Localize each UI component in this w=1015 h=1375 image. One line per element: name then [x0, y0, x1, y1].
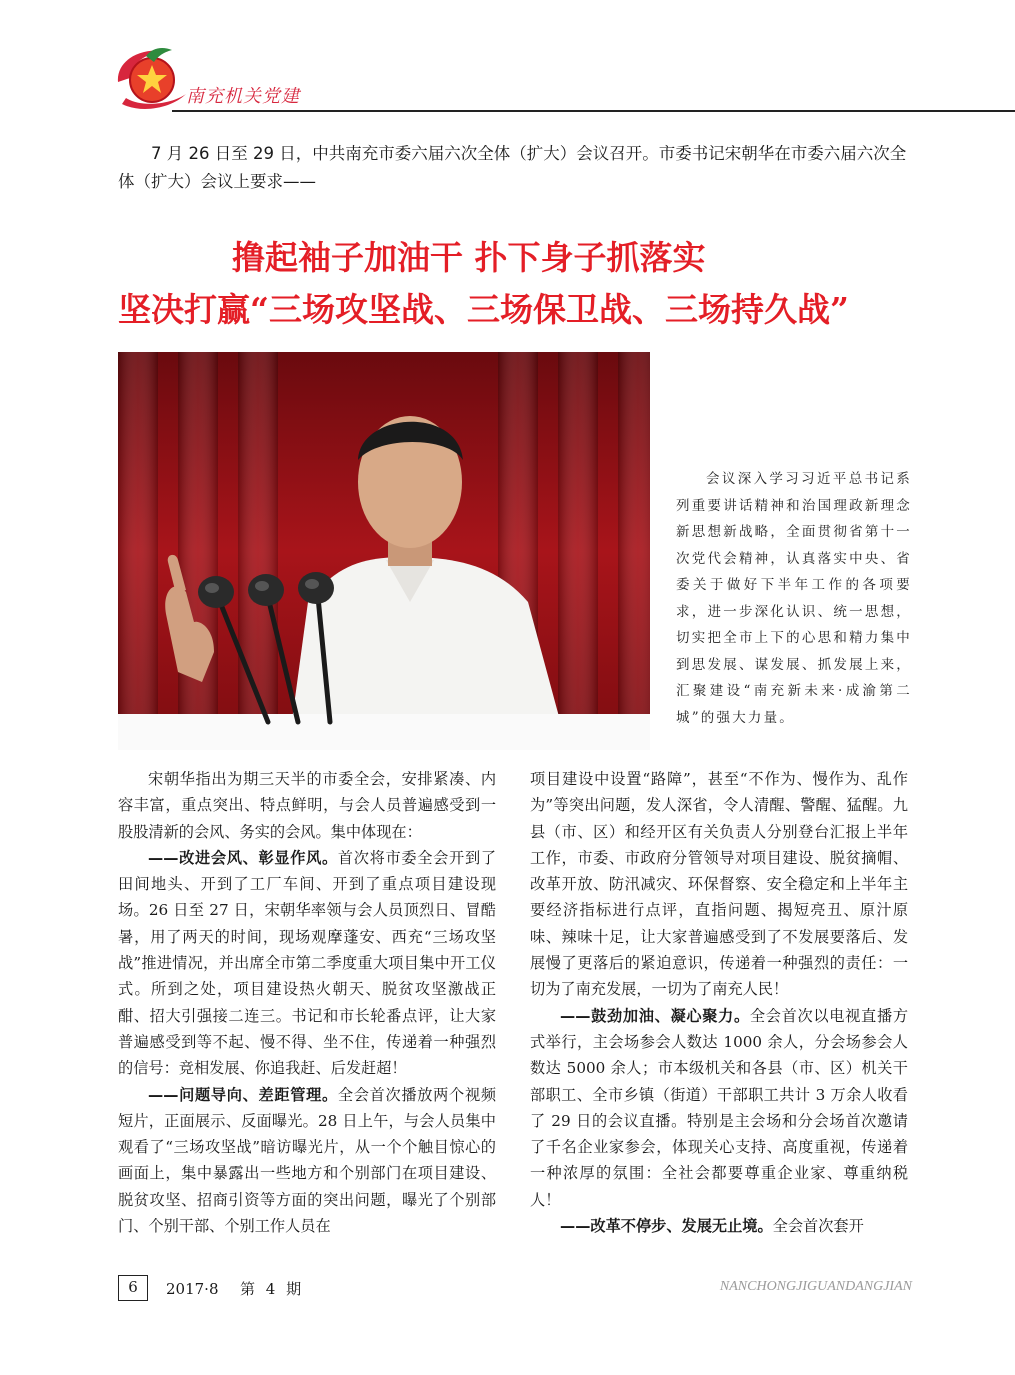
header-title: 南充机关党建: [186, 86, 300, 107]
section-lead: ——问题导向、差距管理。: [148, 1085, 338, 1104]
section-lead: ——鼓劲加油、凝心聚力。: [560, 1006, 750, 1025]
body-paragraph: [118, 845, 496, 1082]
headline-line-1: 撸起袖子加油干 扑下身子抓落实: [232, 238, 706, 277]
body-column-left: [118, 766, 496, 1239]
body-paragraph: [530, 1213, 908, 1239]
section-text: 全会首次以电视直播方式举行，主会场参会人数达 1000 余人，分会场参会人数达 5000 余人；市本级机关和各县（市、区）机关干部职工、全市乡镇（街道）干部职工共计 3 万余人收看了 29 日的会议直播。特别是主会场和分会场首次邀请了千名企业家参会，体现关心支持、高度重视，传递着一种浓厚的氛围：全社会都要尊重企业家、尊重纳税人！: [530, 1006, 909, 1209]
speaker-photo: [118, 352, 650, 750]
section-text: 首次将市委全会开到了田间地头、开到了工厂车间、开到了重点项目建设现场。26 日至 27 日，宋朝华率领与会人员顶烈日、冒酷暑，用了两天的时间，现场观摩蓬安、西充“三场攻坚战”推进情况，并出席全市第二季度重大项目集中开工仪式。所到之处，项目建设热火朝天、脱贫攻坚激战正酣、招大引强接二连三。书记和市长轮番点评，让大家普遍感受到等不起、慢不得、坐不住，传递着一种强烈的信号：竞相发展、你追我赶、后发赶超！: [118, 848, 497, 1078]
header-rule: [172, 110, 1015, 112]
body-paragraph: [118, 1082, 496, 1240]
publication-name: NANCHONGJIGUANDANGJIAN: [719, 1279, 912, 1294]
section-text: 全会首次播放两个视频短片，正面展示、反面曝光。28 日上午，与会人员集中观看了“三场攻坚战”暗访曝光片，从一个个触目惊心的画面上，集中暴露出一些地方和个别部门在项目建设、脱贫攻坚、招商引资等方面的突出问题，曝光了个别部门、个别干部、个别工作人员在: [118, 1085, 497, 1236]
section-lead: ——改革不停步、发展无止境。: [560, 1217, 773, 1236]
page-number: 6: [118, 1275, 148, 1301]
star-fruit-logo-icon: [112, 42, 192, 114]
section-lead: ——改进会风、彰显作风。: [148, 848, 338, 867]
body-paragraph: [530, 1003, 908, 1213]
body-paragraph: 宋朝华指出为期三天半的市委全会，安排紧凑、内容丰富，重点突出、特点鲜明，与会人员普遍感受到一股股清新的会风、务实的会风。集中体现在：: [118, 770, 496, 841]
headline-line-2: 坚决打赢“三场攻坚战、三场保卫战、三场持久战”: [118, 290, 849, 329]
intro-paragraph: 7 月 26 日至 29 日，中共南充市委六届六次全体（扩大）会议召开。市委书记宋朝华在市委六届六次全体（扩大）会议上要求——: [118, 144, 907, 191]
body-paragraph-continued: 项目建设中设置“路障”，甚至“不作为、慢作为、乱作为”等突出问题，发人深省，令人清醒、警醒、猛醒。九县（市、区）和经开区有关负责人分别登台汇报上半年工作，市委、市政府分管领导对项目建设、脱贫摘帽、改革开放、防汛减灾、环保督察、安全稳定和上半年主要经济指标进行点评，直指问题、揭短亮丑、原汁原味、辣味十足，让大家普遍感受到了不发展要落后、发展慢了更落后的紧迫意识，传递着一种强烈的责任：一切为了南充发展，一切为了南充人民！: [530, 770, 908, 999]
photo-caption: 会议深入学习习近平总书记系列重要讲话精神和治国理政新理念新思想新战略，全面贯彻省第十一次党代会精神，认真落实中央、省委关于做好下半年工作的各项要求，进一步深化认识、统一思想，切实把全市上下的心思和精力集中到思发展、谋发展、抓发展上来，汇聚建设“南充新未来·成渝第二城”的强大力量。: [676, 471, 912, 726]
body-column-right: [530, 766, 908, 1239]
section-text: 全会首次套开: [772, 1217, 864, 1236]
issue-label: 2017·8 第 4 期: [166, 1280, 302, 1298]
